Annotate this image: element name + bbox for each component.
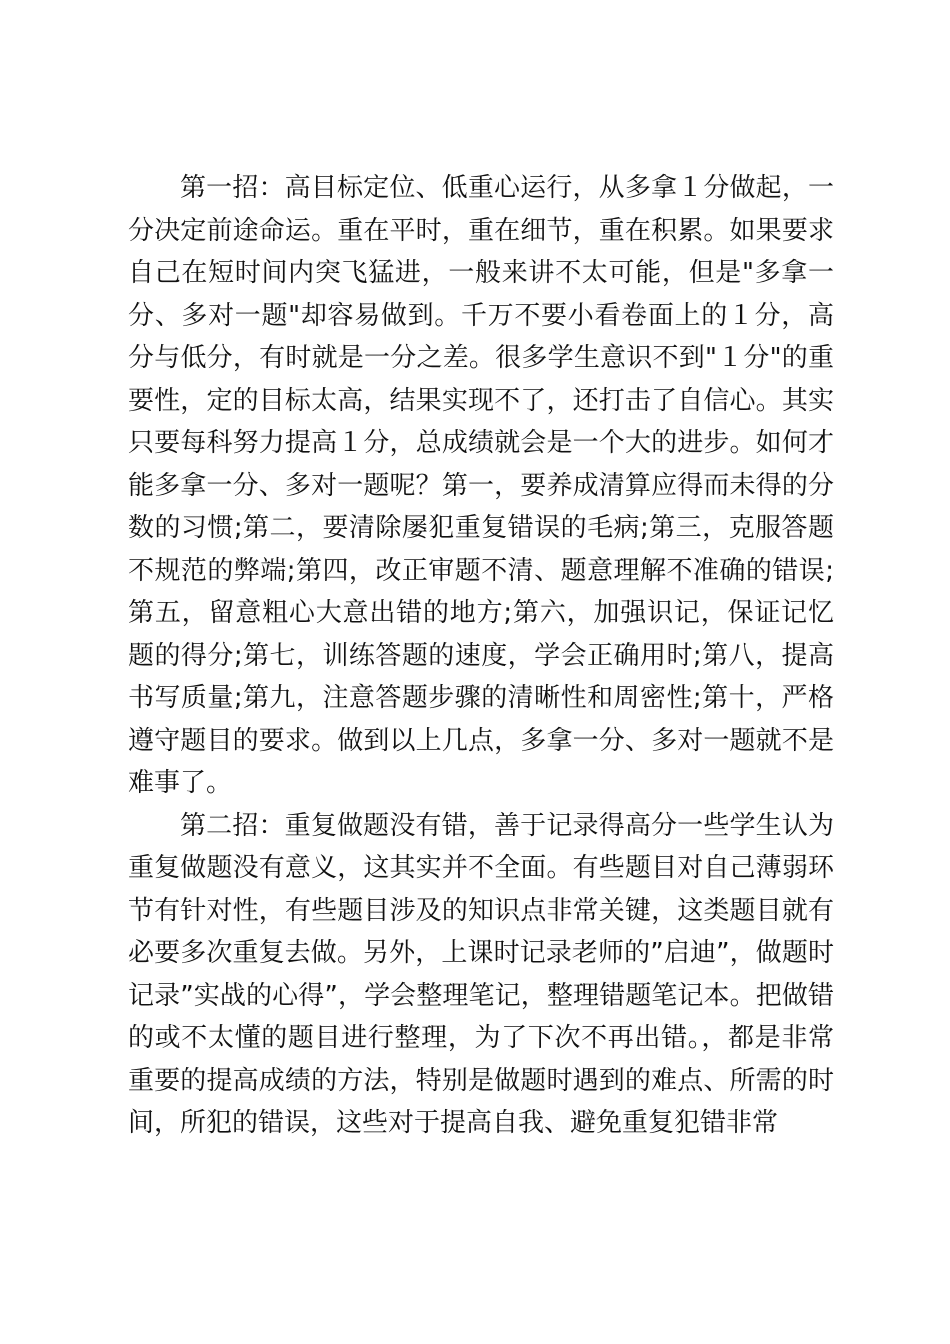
paragraph-first-tip: 第一招：高目标定位、低重心运行，从多拿１分做起，一分决定前途命运。重在平时，重在细节，重在积累。如果要求自己在短时间内突飞猛进，一般来讲不太可能，但是"多拿一分、多对一题"却容易做到。千万不要小看卷面上的１分，高分与低分，有时就是一分之差。很多学生意识不到"１分"的重要性，定的目标太高，结果实现不了，还打击了自信心。其实只要每科努力提高１分，总成绩就会是一个大的进步。如何才能多拿一分、多对一题呢？第一，要养成清算应得而未得的分数的习惯;第二，要清除屡犯重复错误的毛病;第三，克服答题不规范的弊端;第四，改正审题不清、题意理解不准确的错误;第五，留意粗心大意出错的地方;第六，加强识记，保证记忆题的得分;第七，训练答题的速度，学会正确用时;第八，提高书写质量;第九，注意答题步骤的清晰性和周密性;第十，严格遵守题目的要求。做到以上几点，多拿一分、多对一题就不是难事了。 (128, 173, 834, 798)
paragraph-second-tip: 第二招：重复做题没有错，善于记录得高分一些学生认为重复做题没有意义，这其实并不全面。有些题目对自己薄弱环节有针对性，有些题目涉及的知识点非常关键，这类题目就有必要多次重复去做。另外，上课时记录老师的”启迪”，做题时记录”实战的心得”，学会整理笔记，整理错题笔记本。把做错的或不太懂的题目进行整理，为了下次不再出错。，都是非常重要的提高成绩的方法，特别是做题时遇到的难点、所需的时间，所犯的错误，这些对于提高自我、避免重复犯错非常 (128, 810, 834, 1138)
document-body (128, 167, 834, 1145)
